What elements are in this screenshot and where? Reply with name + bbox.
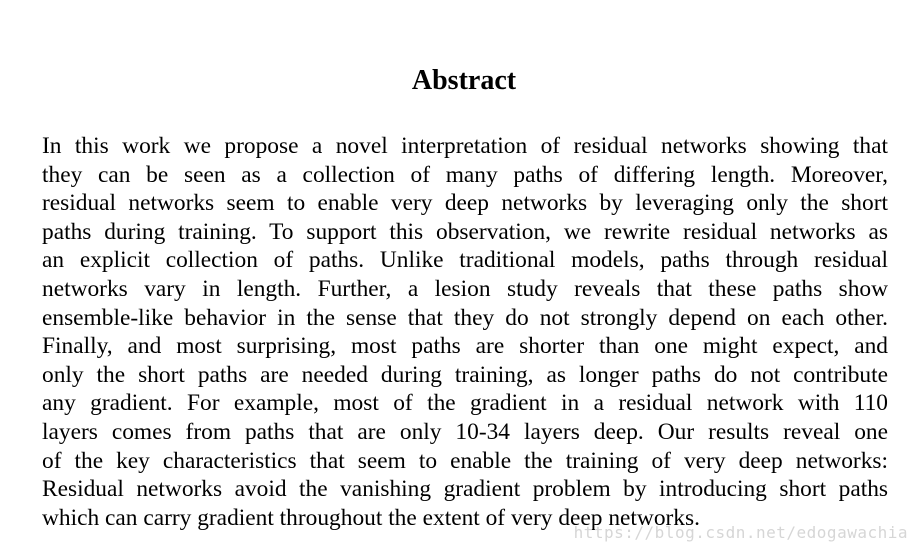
abstract-line: networks vary in length. Further, a lesion study reveals that these paths show <box>42 275 888 302</box>
abstract-line: residual networks seem to enable very deep networks by leveraging only the short <box>42 190 888 217</box>
watermark: https://blog.csdn.net/edogawachia <box>573 523 908 542</box>
abstract-line: Finally, and most surprising, most paths are shorter than one might expect, and <box>42 333 888 360</box>
abstract-line: of the key characteristics that seem to enable the training of very deep networks: <box>42 447 888 474</box>
abstract-line: only the short paths are needed during training, as longer paths do not contribute <box>42 361 888 388</box>
abstract-line: layers comes from paths that are only 10-34 layers deep. Our results reveal one <box>42 418 888 445</box>
abstract-line: paths during training. To support this observation, we rewrite residual networks as <box>42 218 888 245</box>
abstract-line: ensemble-like behavior in the sense that they do not strongly depend on each other. <box>42 304 888 331</box>
abstract-line: they can be seen as a collection of many paths of differing length. Moreover, <box>42 161 888 188</box>
abstract-line: In this work we propose a novel interpretation of residual networks showing that <box>42 133 888 159</box>
abstract-body <box>42 132 888 532</box>
abstract-line: Residual networks avoid the vanishing gradient problem by introducing short paths <box>42 476 888 503</box>
abstract-line: which can carry gradient throughout the extent of very deep networks. <box>42 504 700 531</box>
abstract-line: an explicit collection of paths. Unlike traditional models, paths through residual <box>42 247 888 274</box>
abstract-line: any gradient. For example, most of the gradient in a residual network with 110 <box>42 390 888 417</box>
abstract-heading: Abstract <box>411 65 517 96</box>
